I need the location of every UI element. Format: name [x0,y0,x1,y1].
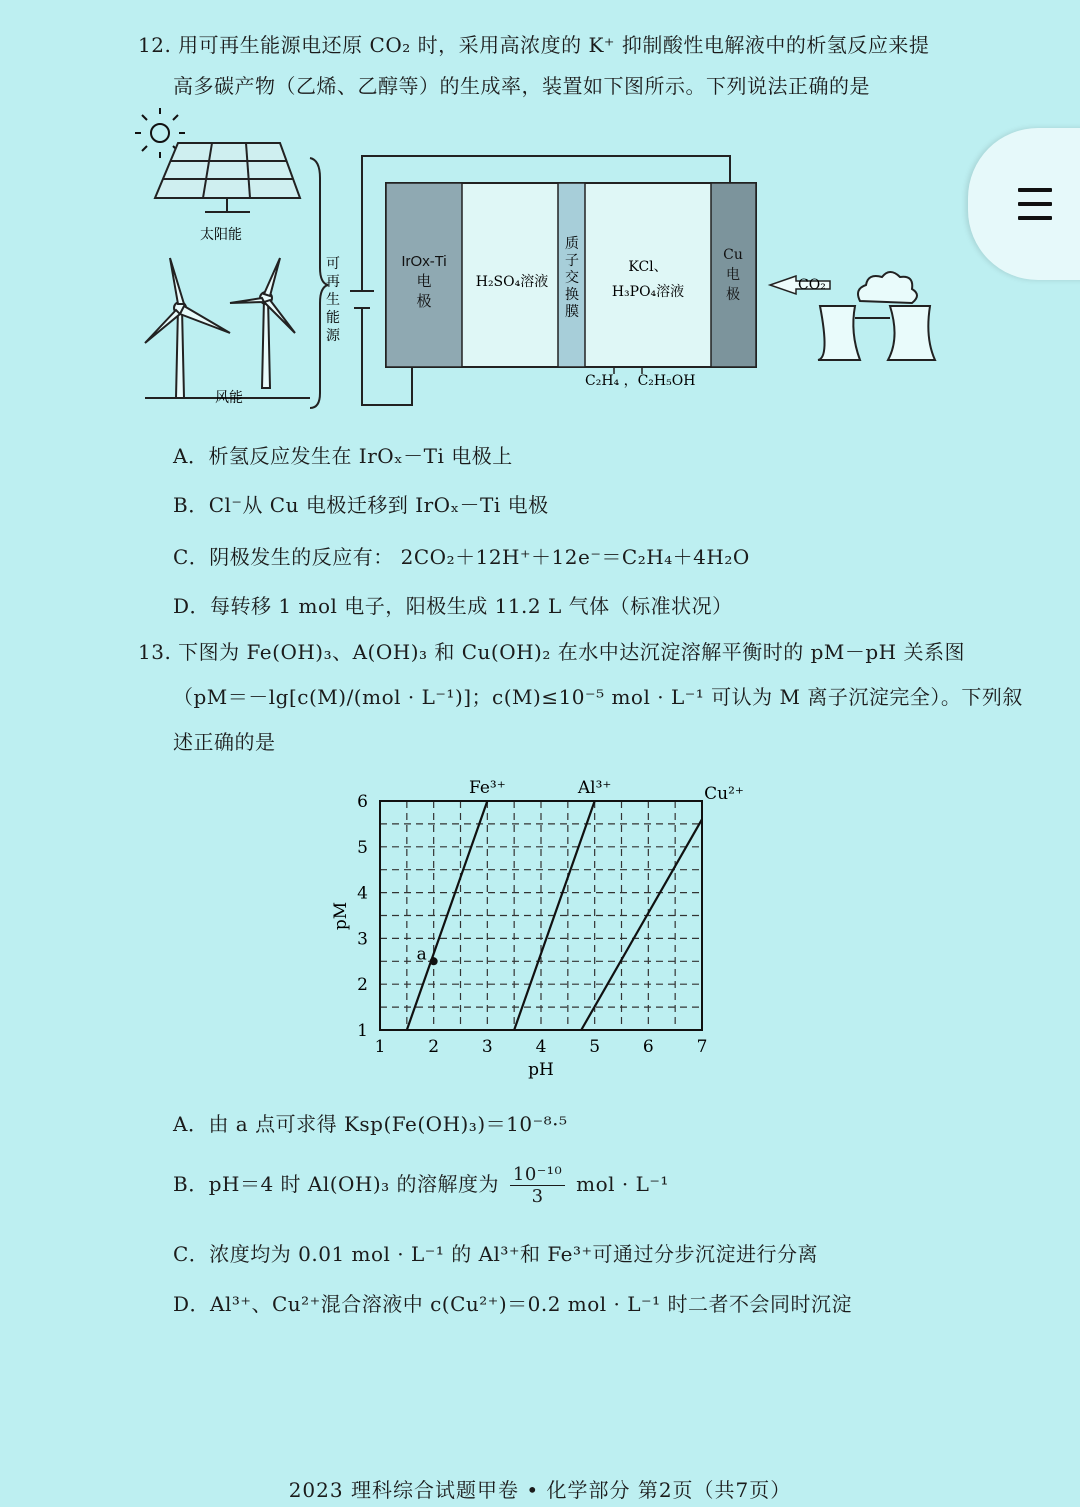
q12-option-b: B．Cl⁻从 Cu 电极迁移到 IrOₓ－Ti 电极 [173,493,549,517]
svg-text:H₃PO₄溶液: H₃PO₄溶液 [611,284,685,300]
y-tick-label: 4 [357,883,368,904]
membrane-label [565,236,579,320]
electrolysis-diagram [130,108,950,413]
svg-text:子: 子 [565,253,579,269]
q13-option-c: C．浓度均为 0.01 mol · L⁻¹ 的 Al³⁺和 Fe³⁺可通过分步沉淀进行分离 [173,1242,819,1266]
y-axis-label: pM [331,901,351,931]
series-label: Al³⁺ [577,778,612,798]
series-line [581,819,702,1030]
page-footer: 2023 理科综合试题甲卷 • 化学部分 第2页（共7页） [288,1478,792,1502]
q12-number: 12. [138,33,172,57]
products-label: C₂H₄ ，C₂H₅OH [585,373,696,389]
svg-text:可: 可 [326,256,340,272]
x-tick-label: 2 [428,1037,440,1057]
svg-text:源: 源 [326,328,340,344]
y-tick-label: 3 [357,929,368,950]
svg-text:交: 交 [565,270,579,286]
q13-line1 [138,636,965,665]
cu-electrode-label [723,247,743,303]
svg-text:极: 极 [416,292,432,310]
svg-text:再: 再 [326,274,340,290]
y-tick-label: 5 [357,837,368,858]
svg-text:电: 电 [726,267,740,283]
svg-text:极: 极 [726,287,740,303]
solar-label: 太阳能 [200,227,242,243]
x-tick-label: 4 [535,1037,547,1057]
left-solution-label: H₂SO₄溶液 [475,274,549,290]
fraction-numerator: 10⁻¹⁰ [510,1164,565,1186]
q12-option-a: A．析氢反应发生在 IrOₓ－Ti 电极上 [173,444,513,468]
wind-turbine-icon [145,258,310,398]
x-tick-label: 6 [642,1037,654,1057]
annotation-point [430,957,438,965]
x-tick-label: 3 [481,1037,493,1057]
annotation-label: a [416,944,427,965]
x-tick-label: 5 [589,1037,601,1057]
q12-option-d: D．每转移 1 mol 电子，阳极生成 11.2 L 气体（标准状况） [173,594,733,618]
y-tick-label: 6 [357,792,368,812]
x-tick-label: 1 [374,1037,386,1057]
x-axis-label: pH [528,1060,554,1080]
q13-option-b-text: B．pH＝4 时 Al(OH)₃ 的溶解度为 [173,1172,500,1196]
series-label: Cu²⁺ [704,784,744,804]
solar-panel-icon [155,143,300,212]
svg-text:能: 能 [326,310,340,326]
q13-line3: 述正确的是 [173,730,276,754]
q12-option-c: C．阴极发生的反应有： 2CO₂＋12H⁺＋12e⁻＝C₂H₄＋4H₂O [173,545,750,569]
q13-option-b-unit: mol · L⁻¹ [576,1172,669,1196]
svg-text:电: 电 [416,272,432,290]
q13-line2: （pM＝－lg[c(M)/(mol · L⁻¹)]；c(M)≤10⁻⁵ mol · L⁻¹ 可认为 M 离子沉淀完全）。下列叙 [173,685,1023,709]
y-tick-label: 1 [357,1021,368,1041]
x-tick-label: 7 [696,1037,708,1057]
svg-text:换: 换 [565,287,579,303]
q13-option-d: D．Al³⁺、Cu²⁺混合溶液中 c(Cu²⁺)＝0.2 mol · L⁻¹ 时二者不会同时沉淀 [173,1292,852,1316]
wind-label: 风能 [215,390,243,406]
q13-number: 13. [138,640,172,664]
q13-option-b [173,1164,669,1207]
svg-text:膜: 膜 [565,304,579,320]
svg-text:KCl、: KCl、 [628,259,668,275]
q12-text-line1: 用可再生能源电还原 CO₂ 时，采用高浓度的 K⁺ 抑制酸性电解液中的析氢反应来提 [178,33,930,57]
svg-text:生: 生 [326,292,340,308]
q13-text-line1: 下图为 Fe(OH)₃、A(OH)₃ 和 Cu(OH)₂ 在水中达沉淀溶解平衡时的 pM－pH 关系图 [178,640,965,664]
co2-label: CO₂ [798,277,826,293]
svg-text:IrOx-Ti: IrOx-Ti [401,253,447,270]
y-tick-label: 2 [357,975,368,996]
q13-option-b-fraction [510,1164,565,1207]
factory-icon [818,272,935,360]
menu-button[interactable] [968,128,1080,280]
q12-line2: 高多碳产物（乙烯、乙醇等）的生成率，装置如下图所示。下列说法正确的是 [173,74,870,98]
q13-option-a: A．由 a 点可求得 Ksp(Fe(OH)₃)＝10⁻⁸·⁵ [173,1112,568,1136]
svg-text:质: 质 [565,236,579,252]
pm-ph-chart [320,770,770,1090]
svg-text:Cu: Cu [723,247,743,263]
series-label: Fe³⁺ [468,778,506,798]
fraction-denominator: 3 [531,1186,544,1207]
q12-line1 [138,29,929,58]
renewable-energy-label [326,256,341,344]
